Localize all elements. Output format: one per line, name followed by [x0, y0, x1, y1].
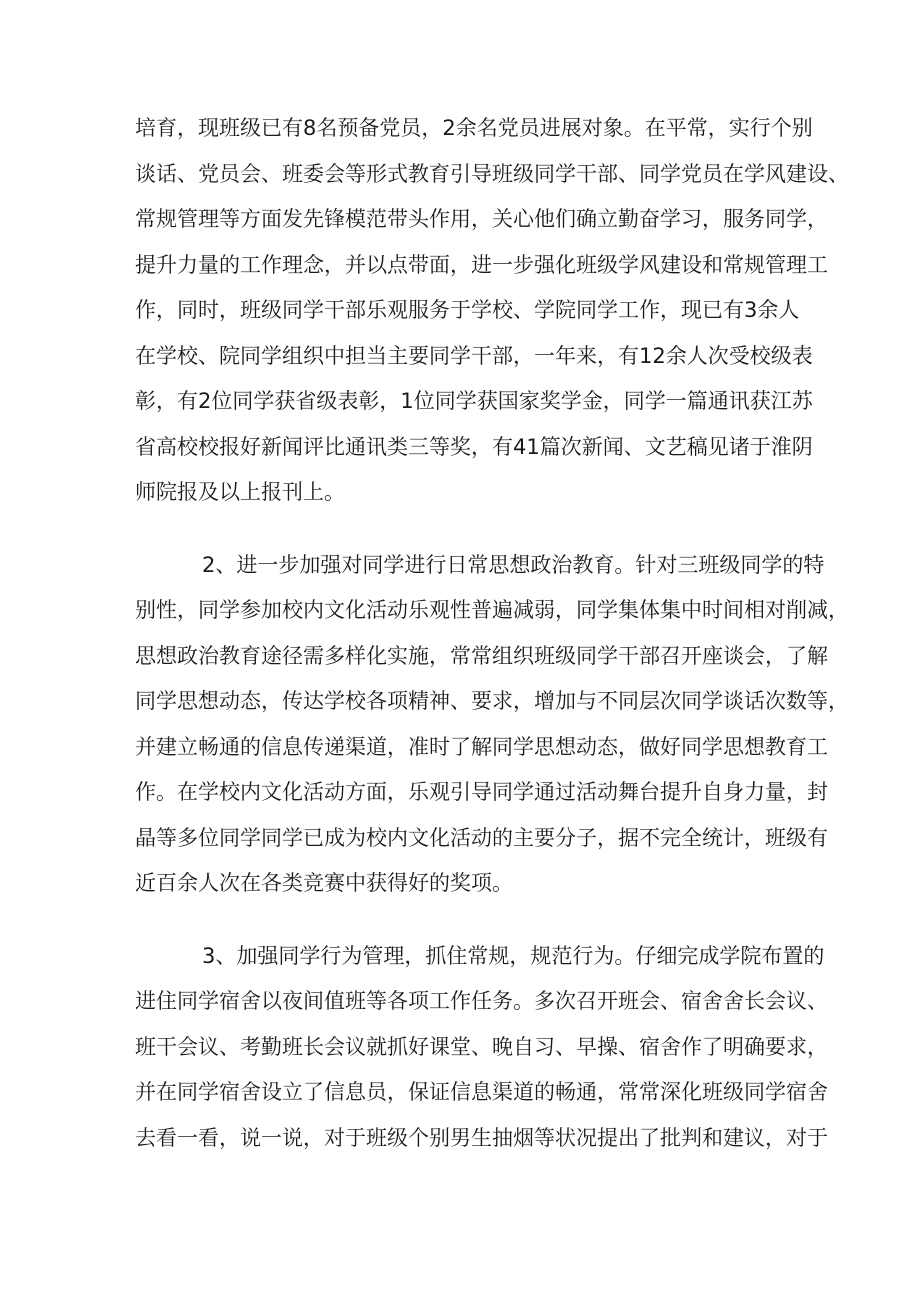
text-line: 去看一看，说一说，对于班级个别男生抽烟等状况提出了批判和建议，对于 — [135, 1126, 828, 1150]
text-line: 培育，现班级已有8名预备党员，2余名党员进展对象。在平常，实行个别 — [135, 116, 813, 140]
text-line: 常规管理等方面发先锋模范带头作用，关心他们确立勤奋学习，服务同学， — [135, 207, 828, 231]
text-line: 作，同时，班级同学干部乐观服务于学校、学院同学工作，现已有3余人 — [135, 298, 800, 322]
text-line: 思想政治教育途径需多样化实施，常常组织班级同学干部召开座谈会，了解 — [135, 644, 828, 668]
text-line: 彰，有2位同学获省级表彰，1位同学获国家奖学金，同学一篇通讯获江苏 — [135, 389, 813, 413]
text-line: 提升力量的工作理念，并以点带面，进一步强化班级学风建设和常规管理工 — [135, 253, 828, 277]
text-line: 别性，同学参加校内文化活动乐观性普遍减弱，同学集体集中时间相对削减， — [135, 598, 849, 622]
text-line: 省高校校报好新闻评比通讯类三等奖，有41篇次新闻、文艺稿见诸于淮阴 — [135, 435, 813, 459]
paragraph-start-line: 2、进一步加强对同学进行日常思想政治教育。针对三班级同学的特 — [202, 553, 825, 577]
text-line: 并建立畅通的信息传递渠道，准时了解同学思想动态，做好同学思想教育工 — [135, 735, 828, 759]
text-line: 近百余人次在各类竞赛中获得好的奖项。 — [135, 871, 513, 895]
text-line: 作。在学校内文化活动方面，乐观引导同学通过活动舞台提升自身力量，封 — [135, 780, 828, 804]
text-line: 班干会议、考勤班长会议就抓好课堂、晚自习、早操、宿舍作了明确要求， — [135, 1035, 828, 1059]
text-line: 同学思想动态，传达学校各项精神、要求，增加与不同层次同学谈话次数等， — [135, 689, 849, 713]
text-line: 晶等多位同学同学已成为校内文化活动的主要分子，据不完全统计，班级有 — [135, 826, 828, 850]
text-line: 在学校、院同学组织中担当主要同学干部，一年来，有12余人次受校级表 — [135, 344, 813, 368]
text-line: 并在同学宿舍设立了信息员，保证信息渠道的畅通，常常深化班级同学宿舍 — [135, 1080, 828, 1104]
paragraph-start-line: 3、加强同学行为管理，抓住常规，规范行为。仔细完成学院布置的 — [202, 944, 825, 968]
text-line: 进住同学宿舍以夜间值班等各项工作任务。多次召开班会、宿舍舍长会议、 — [135, 989, 828, 1013]
text-line: 师院报及以上报刊上。 — [135, 480, 345, 504]
text-line: 谈话、党员会、班委会等形式教育引导班级同学干部、同学党员在学风建设、 — [135, 162, 849, 186]
